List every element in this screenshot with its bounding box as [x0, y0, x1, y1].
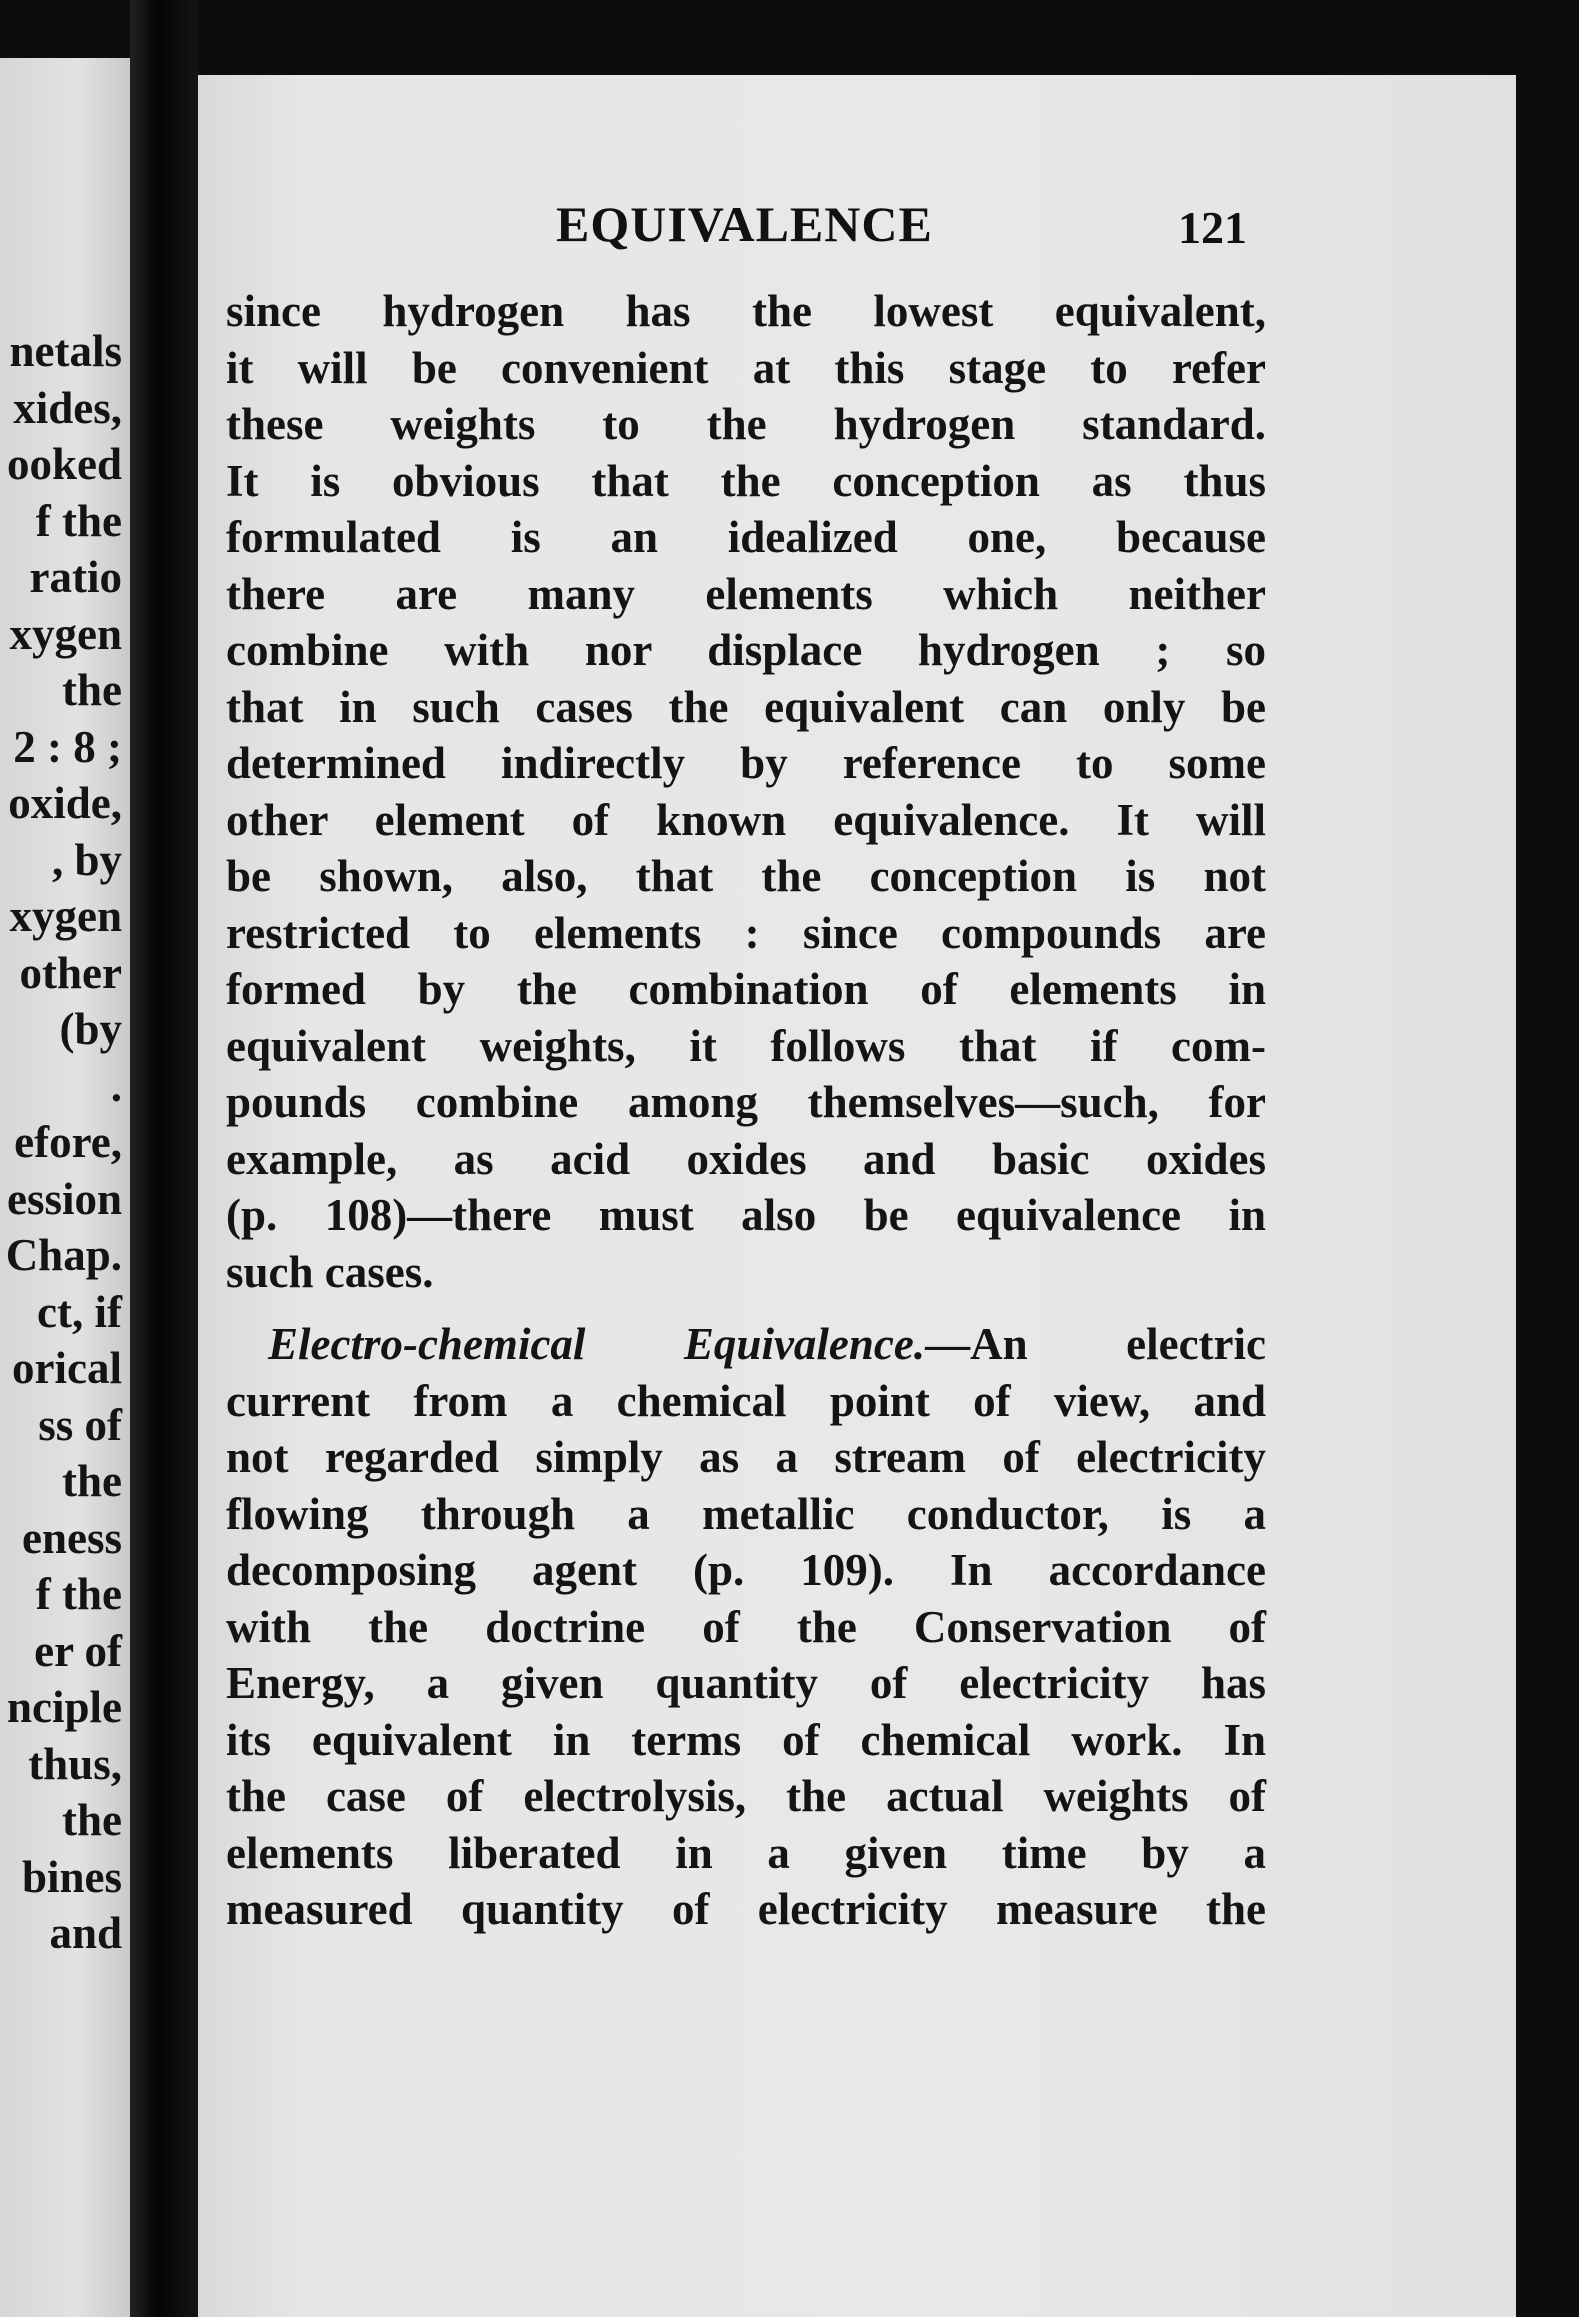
- text-line: its equivalent in terms of chemical work. In: [226, 1714, 1266, 1765]
- facing-page-line: the: [62, 1795, 122, 1845]
- facing-page-fragment: [0, 58, 130, 2317]
- facing-page-line: (by: [59, 1004, 122, 1054]
- facing-page-line: efore,: [14, 1117, 122, 1167]
- text-line: elements liberated in a given time by a: [226, 1827, 1266, 1878]
- facing-page-line: , by: [51, 834, 122, 885]
- facing-page-line: orical: [12, 1343, 122, 1393]
- facing-page-line: .: [110, 1060, 122, 1111]
- facing-page-line: f the: [35, 1569, 122, 1619]
- facing-page-line: nciple: [6, 1682, 122, 1732]
- body-text: [226, 283, 1266, 1938]
- paragraph-1: [226, 283, 1266, 1300]
- text-line: not regarded simply as a stream of electricity: [226, 1432, 1266, 1482]
- text-line: current from a chemical point of view, and: [226, 1375, 1266, 1426]
- facing-page-line: the: [62, 1456, 122, 1506]
- section-heading: Electro-chemical Equivalence.: [268, 1319, 926, 1369]
- facing-page-line: xygen: [9, 608, 122, 659]
- facing-page-line: 2 : 8 ;: [13, 721, 122, 772]
- facing-page-line: netals: [9, 326, 122, 376]
- text-line: flowing through a metallic conductor, is a: [226, 1488, 1266, 1539]
- facing-page-line: other: [19, 947, 122, 998]
- text-line: formulated is an idealized one, because: [226, 512, 1266, 562]
- text-line: there are many elements which neither: [226, 568, 1266, 619]
- page-number: 121: [1178, 202, 1247, 253]
- text-line: determined indirectly by reference to some: [226, 738, 1266, 788]
- text-line: combine with nor displace hydrogen ; so: [226, 625, 1266, 675]
- text-line: restricted to elements : since compounds are: [226, 907, 1266, 958]
- facing-page-line: oxide,: [8, 778, 122, 828]
- book-gutter: [130, 0, 198, 2317]
- text-line: (p. 108)—there must also be equivalence in: [226, 1190, 1266, 1240]
- facing-page-line: eness: [22, 1512, 122, 1563]
- paragraph-2-first-line-text: —An electric: [925, 1319, 1266, 1369]
- facing-page-line: Chap.: [5, 1230, 122, 1280]
- text-line: these weights to the hydrogen standard.: [226, 399, 1266, 449]
- text-line: that in such cases the equivalent can only be: [226, 681, 1266, 732]
- text-line: since hydrogen has the lowest equivalent,: [226, 286, 1266, 336]
- text-line: measured quantity of electricity measure the: [226, 1884, 1266, 1934]
- facing-page-line: ss of: [38, 1399, 122, 1450]
- paragraph-2-first-line: [226, 1316, 1266, 1373]
- text-line: pounds combine among themselves—such, for: [226, 1077, 1266, 1127]
- text-line: It is obvious that the conception as thus: [226, 455, 1266, 506]
- facing-page-line: bines: [21, 1851, 122, 1902]
- facing-page-line: ratio: [29, 552, 122, 602]
- facing-page-line: the: [62, 665, 122, 715]
- paragraph-2: [226, 1316, 1266, 1938]
- page-header: [556, 195, 1456, 265]
- facing-page-line: xygen: [9, 891, 122, 941]
- facing-page-line: ession: [6, 1173, 122, 1224]
- text-line: it will be convenient at this stage to refer: [226, 342, 1266, 393]
- facing-page-text: [6, 323, 122, 1962]
- text-line: be shown, also, that the conception is not: [226, 851, 1266, 901]
- text-line: equivalent weights, it follows that if com-: [226, 1020, 1266, 1071]
- running-head: EQUIVALENCE: [556, 196, 933, 252]
- text-line: Energy, a given quantity of electricity has: [226, 1658, 1266, 1708]
- facing-page-line: xides,: [13, 382, 122, 433]
- text-line: such cases.: [226, 1246, 434, 1297]
- text-line: the case of electrolysis, the actual weights of: [226, 1771, 1266, 1821]
- facing-page-line: ct, if: [37, 1286, 122, 1337]
- facing-page-line: and: [49, 1908, 122, 1958]
- text-line: example, as acid oxides and basic oxides: [226, 1133, 1266, 1184]
- text-line: decomposing agent (p. 109). In accordance: [226, 1545, 1266, 1595]
- text-line: with the doctrine of the Conservation of: [226, 1601, 1266, 1652]
- facing-page-line: ooked: [6, 439, 122, 489]
- facing-page-line: er of: [34, 1625, 122, 1676]
- facing-page-line: thus,: [28, 1738, 122, 1789]
- text-line: formed by the combination of elements in: [226, 964, 1266, 1014]
- text-line: other element of known equivalence. It will: [226, 794, 1266, 845]
- book-page: [198, 75, 1516, 2317]
- facing-page-line: f the: [35, 495, 122, 546]
